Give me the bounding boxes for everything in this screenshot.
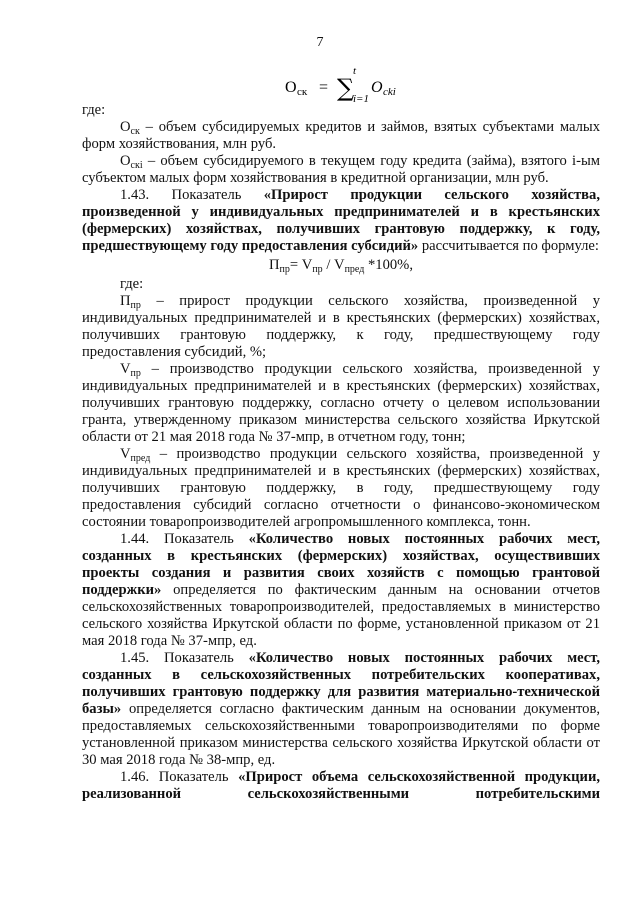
def5-text: – производство продукции сельского хозяйства, произведенной у индивидуальных предпринимателей и в крестьянских (фермерских) хозяйствах, получивших грантовую поддержку, в году, предшествующему году предоставления субсидий согласно отчетности о финансово-экономическом состоянии товаропроизводителей агропромышленного комплекса, тонн. [82, 446, 600, 530]
paragraph-1-46 [82, 769, 600, 803]
f2-p: П [269, 257, 280, 273]
def2-text: – объем субсидируемого в текущем году кредита (займа), взятого i-ым субъектом малых форм хозяйствования в кредитной организации, млн руб. [82, 153, 600, 186]
paragraph-1-44 [82, 531, 600, 650]
growth-formula [82, 257, 600, 274]
where-label-1: где: [82, 102, 106, 118]
f2-p-sub: пр [279, 264, 290, 275]
formula-lhs-sub: ск [297, 86, 308, 98]
formula-sum-upper: t [353, 65, 357, 77]
def2-symbol: O [120, 153, 131, 169]
p143-tail: рассчитывается по формуле: [418, 238, 599, 254]
def3-text: – прирост продукции сельского хозяйства, произведенной у индивидуальных предпринимателей и в крестьянских (фермерских) хозяйствах, получивших грантовую поддержку, к году, предшествующему году предоставления субсидий, %; [82, 293, 600, 360]
f2-tail: *100%, [364, 257, 413, 273]
p145-tail: определяется согласно фактическим данным на основании документов, предоставляемых сельскохозяйственными товаропроизводителями по форме установленной приказом министерства сельского хозяйства Иркутской области от 30 мая 2018 года № 38-мпр, ед. [82, 701, 600, 768]
p146-indicator-name: «Прирост объема сельскохозяйственной продукции, реализованной сельскохозяйственными потребительскими [82, 769, 600, 802]
def1-text: – объем субсидируемых кредитов и займов, взятых субъектами малых форм хозяйствования, млн руб. [82, 119, 600, 152]
paragraph-1-43 [82, 187, 600, 255]
definition-oski [82, 153, 600, 187]
definition-vpred [82, 446, 600, 531]
p143-lead: 1.43. Показатель [120, 187, 264, 203]
definition-ppr [82, 293, 600, 361]
f2-slash: / V [322, 257, 345, 273]
def1-subscript: ск [130, 126, 140, 137]
f2-v-sub: пр [312, 264, 323, 275]
def4-subscript: пр [130, 368, 141, 379]
def1-symbol: O [120, 119, 131, 135]
formula-equals: = [319, 79, 329, 96]
body-text [82, 102, 600, 803]
p144-lead: 1.44. Показатель [120, 531, 249, 547]
p145-indicator-name: «Количество новых постоянных рабочих мест, созданных в сельскохозяйственных потребительских кооперативах, получивших грантовую поддержку для развития материально-технической базы» [82, 650, 601, 717]
def5-subscript: пред [130, 453, 151, 464]
formula-term-main: O [371, 79, 383, 96]
paragraph-1-45 [82, 650, 600, 769]
p143-indicator-name: «Прирост продукции сельского хозяйства, произведенной у индивидуальных предпринимателей и в крестьянских (фермерских) хозяйствах, получивших грантовую поддержку, к году, предшествующему году предоставления субсидий» [82, 187, 600, 254]
def3-symbol: П [120, 293, 131, 309]
def2-subscript: скi [130, 160, 143, 171]
p145-lead: 1.45. Показатель [120, 650, 249, 666]
def4-text: – производство продукции сельского хозяйства, произведенной у индивидуальных предпринимателей и в крестьянских (фермерских) хозяйствах, получивших грантовую поддержку, согласно отчету о целевом использовании гранта, утвержденному приказом министерства сельского хозяйства Иркутской области от 21 мая 2018 года № 37-мпр, в отчетном году, тонн; [82, 361, 600, 445]
formula-lhs-main: O [285, 79, 297, 96]
formula-term-sub: cki [383, 86, 396, 98]
definition-osk [82, 119, 600, 153]
f2-eq: = V [289, 257, 313, 273]
where-label-2: где: [120, 276, 144, 292]
p144-tail: определяется по фактическим данным на основании отчетов сельскохозяйственных товаропроизводителей, предоставляемых в министерство сельского хозяйства Иркутской области по форме, установленной приказом от 21 мая 2018 года № 37-мпр, ед. [82, 582, 600, 649]
f2-v2-sub: пред [344, 264, 365, 275]
page-number: 7 [316, 35, 324, 50]
p146-lead: 1.46. Показатель [120, 769, 239, 785]
def3-subscript: пр [130, 300, 141, 311]
p144-indicator-name: «Количество новых постоянных рабочих мест, созданных в крестьянских (фермерских) хозяйствах, осуществивших проекты создания и развития своих хозяйств с помощью грантовой поддержки» [82, 531, 601, 598]
def5-symbol: V [120, 446, 131, 462]
formula-sum-lower: i=1 [353, 93, 369, 105]
def4-symbol: V [120, 361, 131, 377]
formula-sum-symbol: ∑ [337, 74, 355, 102]
definition-vpr [82, 361, 600, 446]
